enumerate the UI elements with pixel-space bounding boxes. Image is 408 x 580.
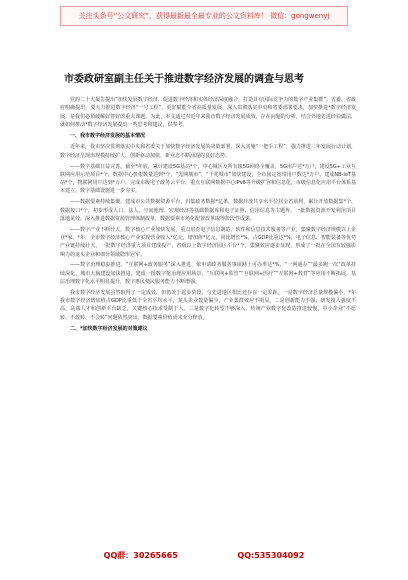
page-title: 市委政研室副主任关于推进数字经济发展的调查与思考 — [64, 74, 304, 85]
paragraph: ——数字基础日益完善。截至*年底，累计建设5G基站*个，中心城区及所有镇5G网络全覆盖，5G用户达*万户，建设5G+工业互联网应用示范项目*个，数据中心机架数量达到*个，“光网城市”、“千兆城市”加快建设，全市固定宽带用户数达*万户。建成NB-IoT基站*个，物联网用户达到*万户，完成市级电子政务云平台，重点互联网数据中心IPv6等升级扩容和信息化，市级信息化应用平台体系基本建立，数字基础设施进一步夯实。 — [60, 163, 356, 195]
qq-group-text: QQ群：30265665 — [103, 551, 178, 560]
footer-contact — [0, 550, 408, 561]
paragraph: 近年来，我市坚决贯彻落实中央和省委关于加快数字经济发展的决策部署，深入实施“一把手工程”，强力推进三年发展行动计划，数字经济呈现出规模持续扩大、创新驱动加快、新业态不断涌现的良好态势。 — [60, 144, 356, 159]
section-heading: 二、*加快数字经济发展的对策建议 — [70, 325, 148, 332]
paragraph: ——数字治理稳步推进。“互联网+政务服务”深入推进，依申请政务服务事项网上可办率达*%，“一网通办”“最多跑一次”改革持续深化。城市大脑建设加快推进，建成一批数字化治理应用场景，“互联网+监管”“互联网+医疗”“互联网+教育”等应用不断拓展，基层治理数字化水平明显提升，数字惠民便民服务能力不断增强。 — [60, 262, 356, 285]
document-body — [60, 96, 356, 336]
qq-text: QQ:535304092 — [237, 551, 305, 560]
paragraph: 党的二十大报告提出“加快发展数字经济，促进数字经济和实体经济深度融合，打造具有国际竞争力的数字产业集群”。省委、省政府明确提出，要大力推进数字经济“一号工程”，更好赋能全省高质量发展。深入贯彻落实中央和省委部署要求，加快推进*数字经济发展，是我们必须破解好答好的重大课题。为此，本文通过对近年来我市数字经济发展成效、存在问题的分析，结合外地先进经验做法，就如何推动*数字经济发展提出一些思考和建议，供参考。 — [60, 97, 356, 128]
section-heading: 一、我市数字经济发展的基本情况 — [70, 133, 146, 140]
paragraph: 我市数字经济发展虽然取得了一定成效，但仍处于起步阶段，与先进地区相比还存在一定差距。一是数字经济总量规模偏小。*年我市数字经济增加值占GDP比重低于全省平均水平，龙头企业数量偏少，产业集群效应不明显。二是创新能力不强。研发投入强度不高，高端人才和创新平台缺乏，关键核心技术受制于人。三是数字化转型不够深入。传统产业数字化改造推进较慢，中小企业“不愿转、不敢转、不会转”问题依然突出，数据要素价值尚未充分释放。 — [60, 289, 356, 321]
paragraph: ——数据要素持续集聚。建成市公共数据资源平台，归集政务数据*亿条，数据开放共享水平位居全省前列，累计开放数据集*个、数据接口*个，初步形成人口、法人、空间地理、宏观经济等基础数据库和电子证照、信用信息等主题库，一批数据资源开发利用项目落地见效。深入推进数据资源管理体制改革，数据要素市场化配置改革取得阶段性成果。 — [60, 199, 356, 222]
paragraph: ——数字产业不断壮大。数字核心产业加快发展，重点培育电子信息制造、软件和信息技术服务等产业，集聚数字经济规模以上企业*家。*年，全市数字经济核心产业实现营业收入*亿元，增加值*亿元，同比增长*%，占GDP比重达*%，电子信息、智能装备等优势产业链持续壮大，一批数字经济重大项目建成投产，省级以上数字经济园区平台*个，集聚效应逐步显现，形成了一批在全国有较强影响力的龙头企业和细分领域隐形冠军。 — [60, 226, 356, 258]
top-banner: 关注头条号“公文研究”，获得最新最全最专业的公文资料库！ 微信：gongwenyj — [60, 6, 348, 26]
